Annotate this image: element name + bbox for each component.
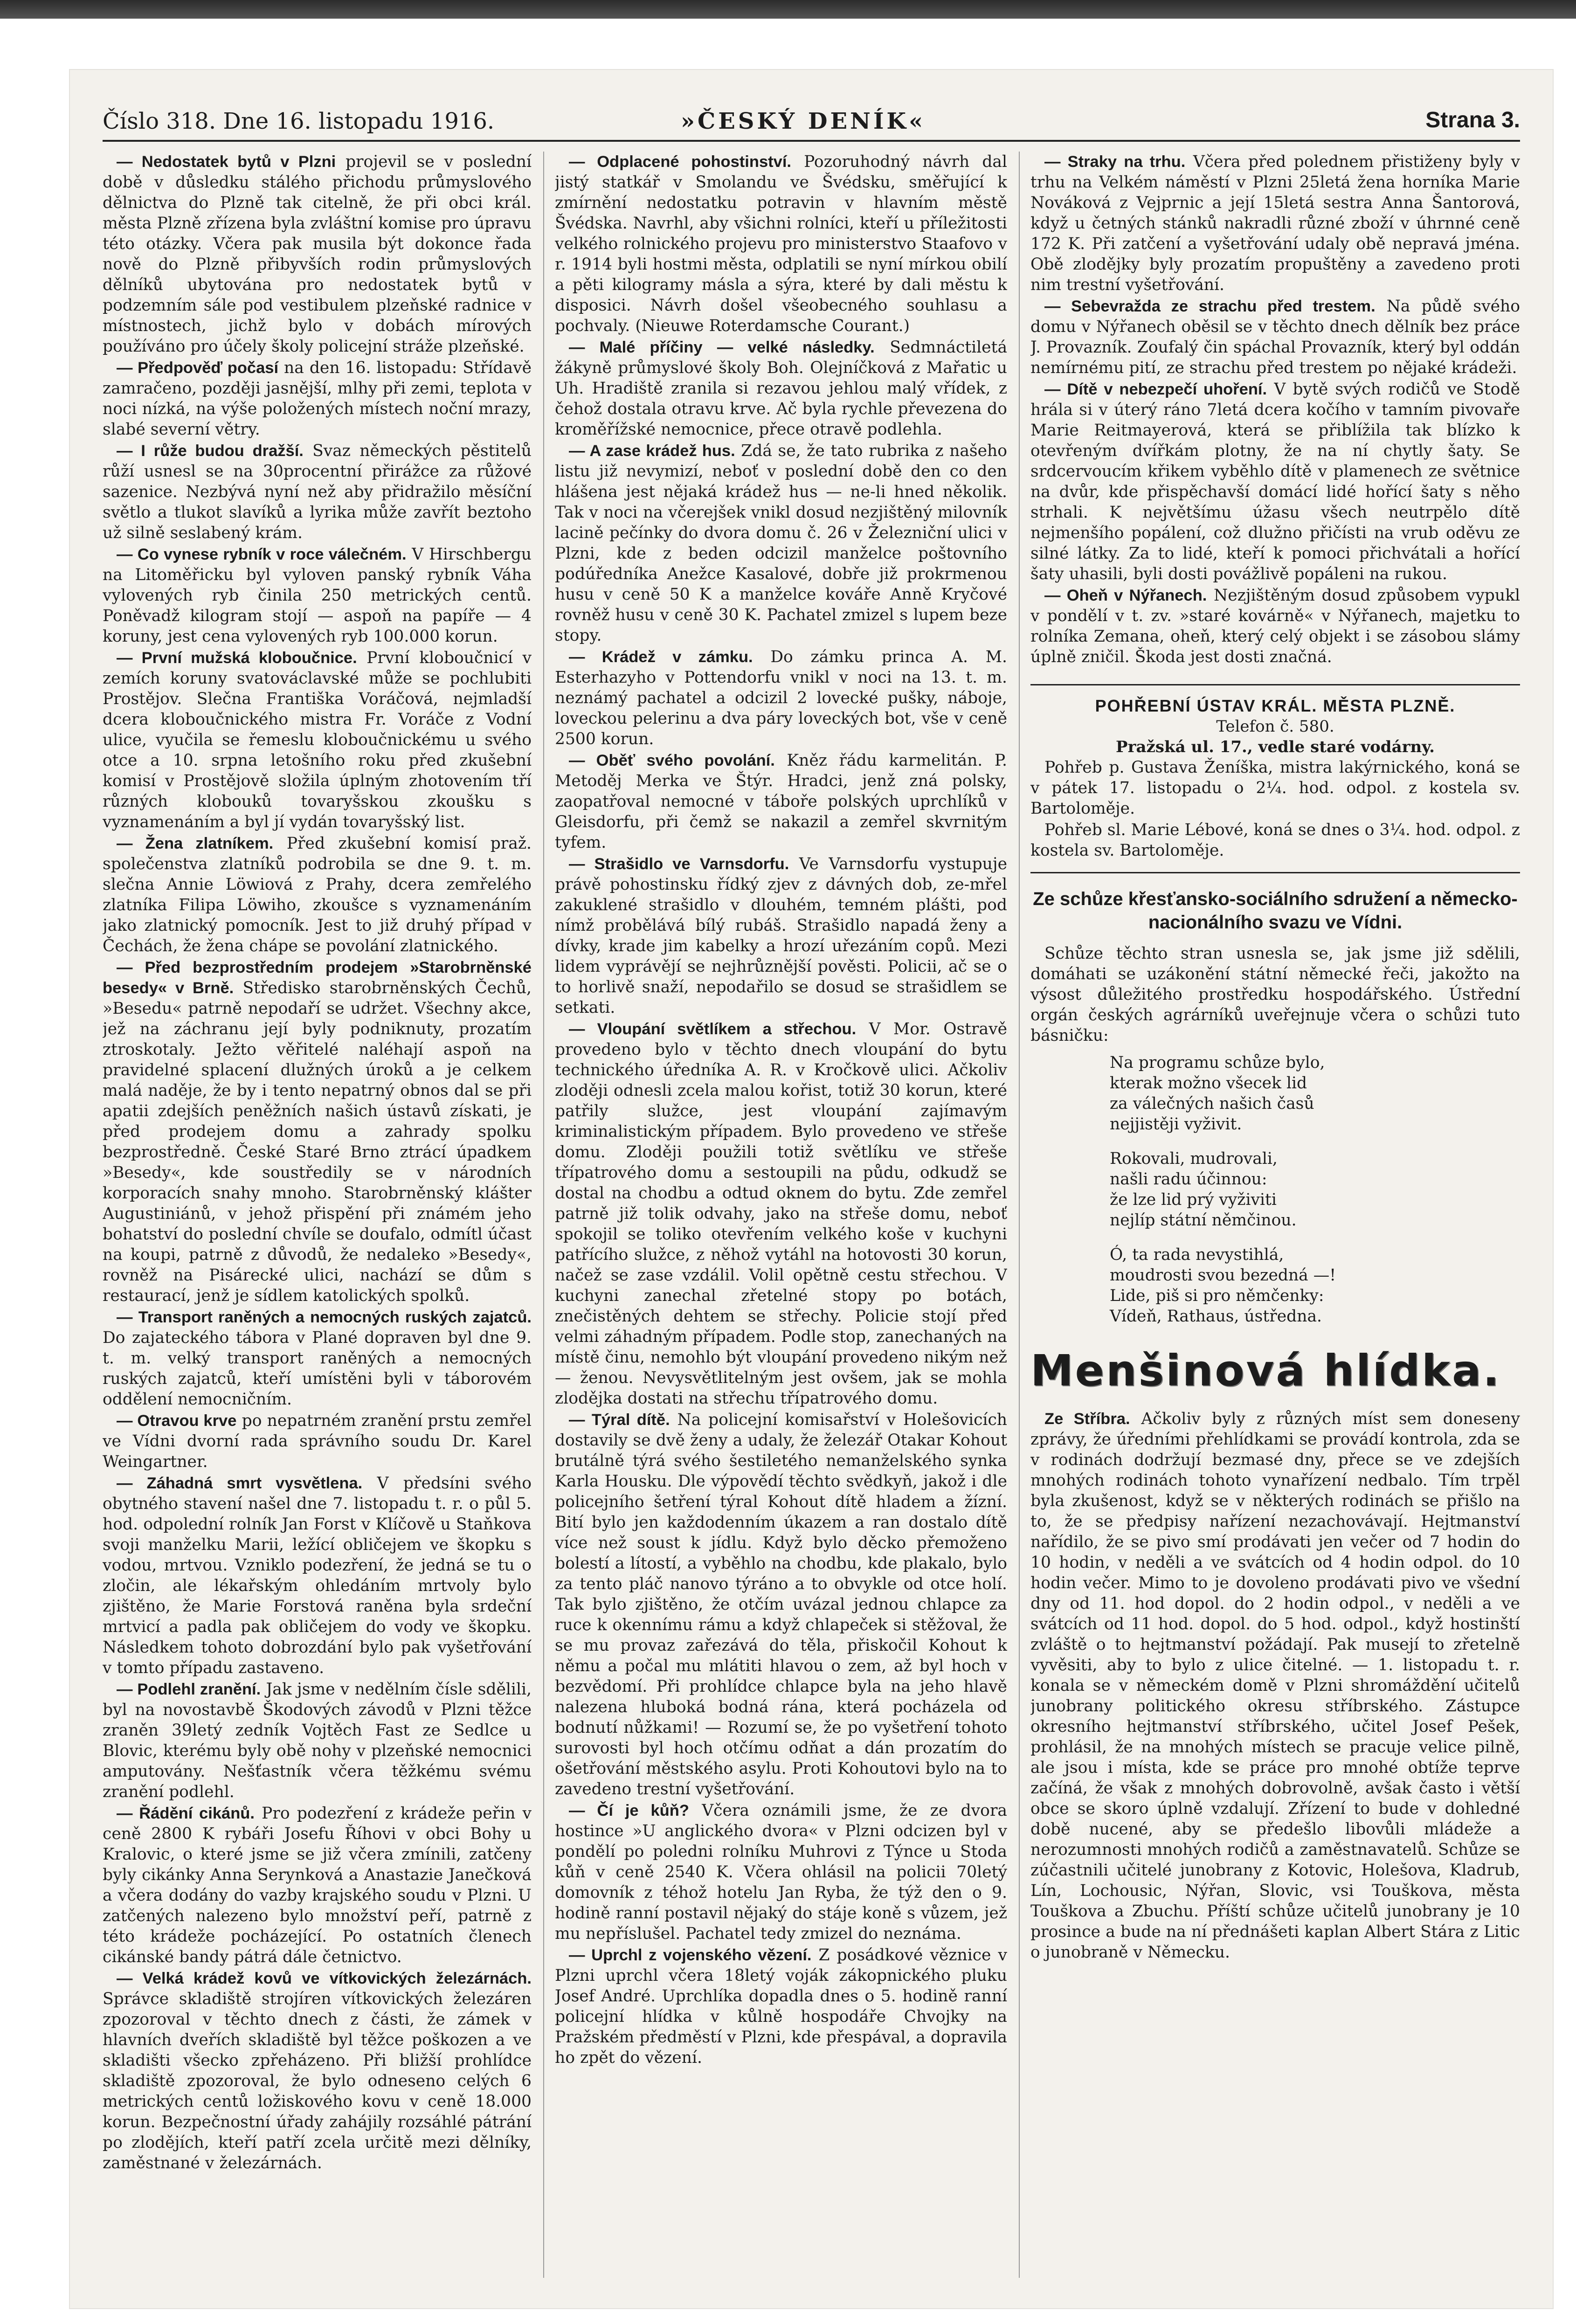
article-text: Včera před polednem přistiženy byly v trhu na Velkém náměstí v Plzni 25letá žena horníka Marie Nováková z Vejprnic a její 15letá sestra Anna Šantorová, když u četných stánků nakradli různé zboží v úhrnné ceně 172 K. Při zatčení a vyšetřování udaly obě nepravá jména. Obě zlodějky byly prozatím propuštěny a zavedeno proti nim trestní vyšetřování. <box>1030 152 1520 294</box>
article <box>1030 152 1520 295</box>
poem-line: Rokovali, mudrovali, <box>1110 1149 1278 1168</box>
article <box>103 1968 532 2173</box>
stanza-gap <box>1110 1134 1520 1148</box>
article-headline: — Transport raněných a nemocných ruských zajatců. <box>117 1308 532 1326</box>
article <box>103 358 532 440</box>
article-text: Před zkušební komisí praž. společenstva zlatníků podrobila se dne 9. t. m. slečna Annie Löwiová z Prahy, dcera zemřelého zlatníka Filipa Löwiho, zkoušce s vyznamenáním jako zlatnický pomocník. Jest to již druhý případ v Čechách, že žena chápe se povolání zlatnického. <box>103 834 532 955</box>
article <box>555 1945 1007 2068</box>
article-headline: — První mužská kloboučnice. <box>117 649 357 667</box>
article-text: V Hirschbergu na Litoměřicku byl vyloven panský rybník Váha vylovených ryb činila 250 metrických centů. Poněvadž kilogram stojí — aspoň na papíře — 4 koruny, jest cena vylovených ryb 100.000 korun. <box>103 545 532 646</box>
article-text: projevil se v poslední době v důsledku stálého přichodu průmyslového dělnictva do Plzně tak citelně, že při obci král. města Plzně zřízena byla zvláštní komise pro úpravu této otázky. Včera pak musila být dokonce řada nově do Plzně přibyvších rodin průmyslových dělníků ubytována pro nedostatek bytů v podzemním sále pod vestibulem plzeňské radnice v místnostech, jichž bylo v dobách mírových používáno pro účely školy policejní stráže plzeňské. <box>103 152 532 356</box>
article-text: V Mor. Ostravě provedeno bylo v těchto dnech vloupání do bytu technického úředníka A. R. v Kročkově ulici. Ačkoliv zloději odnesli zcela malou kořist, totiž 30 korun, které patřily služce, jest vloupání zajímavým kriminalistickým případem. Bylo provedeno ve střeše domu. Zloději použili totiž světlíku ve střeše třípatrového domu a sestoupili na půdu, odkudž se dostal na chodbu a odtud oknem do bytu. Zde zemřel patrně již tolik odvahy, jako na střeše domu, neboť spokojil se toliko otevřením velkého koše v kuchyni patřícího služce, z něhož vytáhl na hotovosti 30 korun, načež se zase vzdálil. Volil opětně cestu střechou. V kuchyni zanechal zřetelné stopy po botách, znečistěných dehtem se střechy. Policie stojí před velmi záhadným případem. Podle stop, zanechaných na místě činu, nemohlo být vloupání provedeno nikým než — ženou. Nevysvětlitelným jest ovšem, jak se mohla zlodějka dostati na střechu třípatrového domu. <box>555 1020 1007 1408</box>
article <box>103 833 532 956</box>
article <box>555 337 1007 440</box>
article <box>103 1803 532 1967</box>
article <box>555 750 1007 853</box>
article-text: Včera oznámili jsme, že ze dvora hostince »U anglického dvora« v Plzni odcizen byl v pondělí po poledni rolníku Muhrovi z Týnce u Stoda kůň v ceně 2540 K. Včera ohlásil na policii 70letý domovník z téhož hotelu Jan Ryba, že týž den o 9. hodině ranní postavil nějaký do stáje koně s vůzem, jež mu nepříslušel. Pachatel tedy zmizel do neznáma. <box>555 1801 1007 1943</box>
article <box>555 1800 1007 1944</box>
funeral-notice-address: Pražská ul. 17., vedle staré vodárny. <box>1116 738 1435 756</box>
vienna-article-intro: Schůze těchto stran usnesla se, jak jsme již sdělili, domáhati se uzákonění státní německé řeči, jakožto na výsost důležitého prostředku hospodářského. Ústřední orgán českých agrárníků uveřejnuje včera o schůzi tuto básničku: <box>1030 944 1520 1045</box>
stanza-gap <box>1110 1231 1520 1245</box>
article-headline: — Straky na trhu. <box>1044 153 1186 171</box>
article <box>103 648 532 832</box>
article-headline: — Velká krádež kovů ve vítkovických železárnách. <box>117 1970 532 1987</box>
article-headline: — Před bezprostředním prodejem »Starobrněnské besedy« v Brně. <box>103 959 532 997</box>
article <box>103 441 532 543</box>
poem-line: že lze lid prý vyživiti <box>1110 1190 1277 1209</box>
poem-line: našli radu účinnou: <box>1110 1170 1267 1189</box>
article-text: Středisko starobrněnských Čechů, »Besedu« patrně nepodaří se udržet. Všechny akce, jež na záchranu její byly podniknuty, prozatím ztroskotaly. Ježto věřitelé naléhají aspoň na pravidelné splacení dlužných úroků a je celkem malá naděje, že by i tento nepatrný obnos dal se při apatii zdejších peněžních našich ústavů získati, je před prodejem domu a zahrady spolku bezprostředně. České Staré Brno ztrácí úpadkem »Besedy«, kde soustředily se v národních korporacích snahy mnoho. Starobrněnský klášter Augustiniánů, v jehož přispění při známém jeho bohatství do poslední chvíle se doufalo, odmítl účast na koupi, patrně z důvodů, že nedaleko »Besedy«, rovněž na Pisárecké ulici, nachází se dům s restaurací, jenž je sídlem katolických spolků. <box>103 979 532 1305</box>
funeral-item: Pohřeb p. Gustava Ženíška, mistra lakýrnického, koná se v pátek 17. listopadu o 2¼. hod. odpol. z kostela sv. Bartoloměje. <box>1030 758 1520 818</box>
article-headline: — Týral dítě. <box>569 1411 670 1429</box>
article-headline: — Čí je kůň? <box>569 1802 689 1819</box>
article-text: Ačkoliv byly z různých míst sem doneseny zprávy, že úředními přehlídkami se provádí kontrola, zda se v rodinách dodržují bezmasé dny, přece se ve zdejších mnohých rodinách tohoto vynařízení nedbalo. Tím trpěl byla zkušenost, když se v některých rodinách se přišlo na to, že se předpisy nařízení nezachovávají. Hejtmanství nařídilo, že se pivo smí prodávati jen večer od 7 hodin do 10 hodin, v neděli a ve svátcích od 4 hodin odpol. do 10 hodin večer. Mimo to je dovoleno prodávati pivo ve všední dny od 11. hod dopol. do 2 hodin odpol., v neděli a ve svátcích od 11 hod. dopol. do 5 hod. odpol., když hostinští zvláště o to hejtmanství požádají. Pak musejí to zřetelně vyvěsiti, aby to bylo z ulice čitelné. — 1. listopadu t. r. konala se v německém domě v Plzni shromáždění učitelů junobrany politického okresu stříbrského. Zástupce okresního hejtmanství stříbrského, učitel Josef Pešek, prohlásil, že na mnohých místech se pracuje velice pilně, ale jsou i místa, kde se práce pro mnohé obtíže teprve začíná, že však z mnohých dobrovolně, avšak často i větší obce se skoro úplně vzdalují. Zřízení to bude v dohledné době nucené, aby se předešlo libovůli mládeže a nerozumnosti mnohých rodičů a zaměstnavatelů. Schůze se zúčastnili učitelé junobrany z Kotovic, Holešova, Kladrub, Lín, Lochousic, Nýřan, Slovic, vsi Touškova, města Touškova a Zbuchu. Příští schůze učitelů junobrany je 10 prosince a bude na ní přednášeti kaplan Albert Stára z Litic o junobraně v Německu. <box>1030 1410 1520 1962</box>
section-title-minority-watch: Menšinová hlídka. <box>1030 1346 1501 1396</box>
article-headline: — Sebevražda ze strachu před trestem. <box>1044 297 1376 315</box>
article-headline: — Malé příčiny — velké následky. <box>569 339 875 356</box>
article-text: Do zajateckého tábora v Plané dopraven byl dne 9. t. m. velký transport raněných a nemocných ruských zajatců, kteří umístěni byli v táborovém oddělení nemocničním. <box>103 1328 532 1409</box>
poem-line: Ó, ta rada nevystihlá, <box>1110 1245 1284 1264</box>
article <box>1030 379 1520 584</box>
article-text: Zdá se, že tato rubrika z našeho listu již nevymizí, neboť v poslední době den co den hlášena jest nějaká krádež hus — ne-li hned několik. Tak v noci na včerejšek vnikl dosud nezjištěný milovník lacině pečínky do dvora domu č. 26 v Železniční ulici v Plzni, kde z beden odcizil manželce poštovního podúředníka Anežce Kasalové, dobře již prokrmenou husu v ceně 50 K a manželce kováře Anně Kryčové rovněž husu v ceně 30 K. Pachatel zmizel s lupem beze stopy. <box>555 442 1007 645</box>
funeral-notice <box>1030 684 1520 873</box>
article-headline: — Otravou krve <box>117 1412 237 1430</box>
article <box>555 1019 1007 1409</box>
article-headline: — Oheň v Nýřanech. <box>1044 587 1207 604</box>
article-text: Do zámku princa A. M. Esterhazyho v Pottendorfu vnikl v noci na 13. t. m. neznámý pachatel a odcizil 2 lovecké pušky, náboje, loveckou pelerinu a dva páry loveckých bot, vše v ceně 2500 korun. <box>555 648 1007 748</box>
column-3 <box>1030 152 1520 2278</box>
article <box>103 1307 532 1410</box>
article <box>1030 585 1520 667</box>
article <box>555 647 1007 749</box>
article-headline: — Strašidlo ve Varnsdorfu. <box>569 855 789 873</box>
article-text: Pro podezření z krádeže peřin v ceně 2800 K rybáři Josefu Říhovi v obci Bohy u Kralovic, o které jsme se již včera zmínili, zatčeny byly cikánky Anna Serynková a Anastazie Janečková a včera dodány do vazby krajského soudu v Plzni. U zatčených nalezeno bylo množství peří, patrně z této krádeže pocházející. Po ostatních členech cikánské bandy pátrá dále četnictvo. <box>103 1804 532 1966</box>
article-headline: — Předpověď počasí <box>117 359 279 377</box>
article-headline: — Vloupání světlíkem a střechou. <box>569 1020 857 1038</box>
article-text: Na policejní komisařství v Holešovicích dostavily se dvě ženy a udaly, že železář Otakar Kohout brutálně týrá svého šestiletého nemanželského synka Karla Housku. Dle výpovědí těchto svědkyň, jakož i dle policejního šetření týral Kohout dítě hladem a žízní. Bití bylo jen každodenním úkazem a ran dostalo dítě více než soust k jídlu. Když bylo děcko přemoženo bolestí a lítostí, a vyběhlo na chodbu, kde plakalo, bylo za tento pláč nanovo týráno a to obvykle od otce holí. Tak bylo zjištěno, že otčím uvázal jednou chlapce za ruce k okennímu rámu a když chlapeček si stěžoval, že se mu provaz zařezává do těla, přiskočil Kohout k němu a počal mu mlátiti hlavou o zem, až byl hoch v bezvědomí. Při prohlídce chlapce byla na jeho hlavě nalezena hluboká bodná rána, která pocházela od bodnutí nůžkami! — Rozumí se, že po vyšetření tohoto surovosti byl hoch otčímu odňat a dán prozatím do ošetřování městského asylu. Proti Kohoutovi bylo na to zavedeno trestní vyšetřování. <box>555 1411 1007 1798</box>
article-headline: — Krádež v zámku. <box>569 648 753 666</box>
article-text: Na půdě svého domu v Nýřanech oběsil se v těchto dnech dělník bez práce J. Provazník. Zoufalý čin spáchal Provazník, který byl oddán nemírnému pití, ze strachu před trestem po nějaké krádeži. <box>1030 297 1520 377</box>
page-header <box>103 103 1520 142</box>
poem-line: nejjistěji vyživit. <box>1110 1115 1242 1134</box>
article-headline: — Žena zlatníkem. <box>117 835 274 852</box>
poem <box>1110 1052 1520 1327</box>
poem-line: Na programu schůze bylo, <box>1110 1053 1325 1072</box>
article-text: V bytě svých rodičů ve Stodě hrála si v úterý ráno 7letá dcera kočího v tamním pivovaře Marie Reitmayerová, která se přiblížila tak blízko k otevřeným dvířkám plotny, že na ní chytly šaty. Se srdcervoucím křikem vyběhlo dítě v plamenech ze světnice na dvůr, kde přispěchavší domácí lidé hořící šaty s něho strhali. K největšímu úžasu všech neutrpělo dítě nejmenšího popálení, což dlužno přičísti na vrub oděvu ze silné látky. Za to lidé, kteří k pomoci přichvátali a hořící šaty uhasili, byli dosti povážlivě popáleni na rukou. <box>1030 380 1520 583</box>
article-headline: — A zase krádež hus. <box>569 442 735 460</box>
article-headline: — Podlehl zranění. <box>117 1681 261 1698</box>
article <box>555 1410 1007 1799</box>
poem-line: moudrosti svou bezedná —! <box>1110 1266 1336 1285</box>
article <box>103 957 532 1306</box>
article-text: Správce skladiště strojíren vítkovických železáren zpozoroval v těchto dnech z části, že zámek v hlavních dveřích skladiště byl těžce poškozen a ve skladišti všecko zpřeházeno. Při bližší prohlídce skladiště zpozoroval, že bylo odneseno celých 6 metrických centů ložiskového kovu v ceně 18.000 korun. Bezpečnostní úřady zahájily rozsáhlé pátrání po zlodějích, kteří patří zcela určitě mezi dělníky, zaměstnané v železárnách. <box>103 1990 532 2172</box>
poem-line: Lide, piš si pro němčenky: <box>1110 1286 1324 1305</box>
article-headline: — Záhadná smrt vysvětlena. <box>117 1474 363 1492</box>
article <box>1030 1409 1520 1963</box>
column-2 <box>555 152 1007 2278</box>
article-headline: Ze Stříbra. <box>1044 1410 1130 1428</box>
article <box>1030 296 1520 378</box>
article-text: Nezjištěným dosud způsobem vypukl v pondělí v t. zv. »staré kovárně« v Nýřanech, majetku to rolníka Zemana, oheň, který celý objekt i se zásobou slámy úplně zničil. Škoda jest dosti značná. <box>1030 586 1520 666</box>
article-headline: — Řádění cikánů. <box>117 1805 255 1822</box>
article-text: Svaz německých pěstitelů růží usnesl se na 30procentní přirážce za růžové sazenice. Nezbývá nyní než aby přidražilo měsíční světlo a tlukot slavíků a lyrika může zavřít beztoho už silně seslabený krám. <box>103 442 532 542</box>
article <box>103 1411 532 1472</box>
article <box>555 441 1007 646</box>
column-1 <box>103 152 532 2278</box>
poem-line: nejlíp státní němčinou. <box>1110 1211 1297 1230</box>
article <box>555 152 1007 336</box>
article-headline: — Odplacené pohostinství. <box>569 153 791 171</box>
article-headline: — Dítě v nebezpečí uhoření. <box>1044 380 1267 398</box>
article <box>103 1473 532 1678</box>
article-text: Pozoruhodný návrh dal jistý statkář v Smolandu ve Švédsku, směřující k zmírnění nedostatku potravin v hlavním městě Švédska. Navrhl, aby všichni rolníci, kteří u příležitosti velkého rolnického projevu pro ministerstvo Staafovo v r. 1914 byli hostmi města, odplatili se nyní mírkou obilí a pěti kilogramy másla a sýra, které by dali městu k disposici. Návrh došel všeobecného souhlasu a pochvaly. (Nieuwe Roterdamsche Courant.) <box>555 152 1007 335</box>
article-headline: — Uprchl z vojenského vězení. <box>569 1946 812 1964</box>
article-headline: — I růže budou dražší. <box>117 442 304 460</box>
funeral-notice-title: POHŘEBNÍ ÚSTAV KRÁL. MĚSTA PLZNĚ. <box>1095 696 1456 715</box>
article-text: Sedmnáctiletá žákyně průmyslové školy Boh. Olejníčková z Mařatic u Uh. Hradiště zranila si rezavou jehlou malý vřídek, z čehož dostala otravu krve. Ač byla rychle převezena do kroměřížské nemocnice, přece otravě podlehla. <box>555 338 1007 439</box>
poem-line: Vídeň, Rathaus, ústředna. <box>1110 1307 1322 1326</box>
column-rule <box>543 152 544 2278</box>
article-text: na den 16. listopadu: Střídavě zamračeno, později jasnější, mlhy při zemi, teplota v noci nízká, na výše položených místech noční mrazy, slabé severní větry. <box>103 359 532 439</box>
article-text: První kloboučnicí v zemích koruny svatováclavské může se pochlubiti Prostějov. Slečna Františka Voráčová, nejmladší dcera kloboučnického mistra Fr. Voráče z Vodní ulice, vyučila se řemeslu kloboučnickému u svého otce a 10. srpna letošního roku před zkušební komisí v Prostějově složila úplným zhotovením tří různých klobouků tovaryšskou zkoušku s vyznamenáním a byl jí vydán tovaryšský list. <box>103 649 532 831</box>
article-headline: — Nedostatek bytů v Plzni <box>117 153 336 171</box>
article-text: Kněz řádu karmelitán. P. Metoděj Merka ve Štýr. Hradci, jenž zná polsky, zaopatřoval nemocné v táboře polských uprchlíků v Gleisdorfu, při čemž se nakazil a zemřel skvrnitým tyfem. <box>555 751 1007 852</box>
newspaper-page <box>70 70 1553 2308</box>
article <box>555 854 1007 1018</box>
funeral-item: Pohřeb sl. Marie Lébové, koná se dnes o 3¼. hod. odpol. z kostela sv. Bartoloměje. <box>1030 821 1520 860</box>
vienna-article-title: Ze schůze křesťansko-sociálního sdružení a německo-nacionálního svazu ve Vídni. <box>1033 889 1518 933</box>
article-text: Ve Varnsdorfu vystupuje právě pohostinsku řídký zjev z dávných dob, ze-mřel zakuklené strašidlo v dlouhém, temném plášti, pod nímž probělává bílý rubáš. Strašidlo napadá ženy a dívky, krade jim kabelky a hrozí uřezáním copů. Mezi lidem vyprávějí se nejhrůznější pověsti. Policii, ač se o to horlivě snaží, nepodařilo se dosud se strašidlem se setkati. <box>555 855 1007 1017</box>
article <box>103 1679 532 1802</box>
article-headline: — Oběť svého povolání. <box>569 752 775 769</box>
article-text: Jak jsme v nedělním čísle sdělili, byl na novostavbě Škodových závodů v Plzni těžce zraněn 39letý zedník Vojtěch Fast ze Sedlce u Blovic, kterému byly obě nohy v plzeňské nemocnici amputovány. Nešťastník včera těžkému svému zranění podlehl. <box>103 1680 532 1801</box>
article-text: Z posádkové věznice v Plzni uprchl včera 18letý voják zákopnického pluku Josef André. Uprchlíka dopadla dnes o 5. hodině ranní policejní hlídka v kůlně hospodáře Chvojky na Pražském předměstí v Plzni, kde přespával, a dopravila ho zpět do vězení. <box>555 1946 1007 2067</box>
article-text: po nepatrném zranění prstu zemřel ve Vídni dvorní rada správního soudu Dr. Karel Weingartner. <box>103 1411 532 1471</box>
masthead: »ČESKÝ DENÍK« <box>681 108 926 134</box>
article-text: V předsíni svého obytného stavení našel dne 7. listopadu t. r. o půl 5. hod. odpolední rolník Jan Forst v Klíčově u Staňkova svoji manželku Marii, ležící obličejem ve škopku s vodou, mrtvou. Vzniklo podezření, že jedná se tu o zločin, ale lékařským ohledáním mrtvoly bylo zjištěno, že Marie Forstová raněna byla srdeční mrtvicí a padla pak obličejem do vody ve škopku. Následkem tohoto dobrozdání bylo pak vyšetřování v tomto případu zastaveno. <box>103 1474 532 1677</box>
scan-edge <box>0 0 1576 19</box>
page-number: Strana 3. <box>1425 108 1520 132</box>
poem-line: za válečných našich časů <box>1110 1094 1314 1113</box>
funeral-notice-phone: Telefon č. 580. <box>1216 717 1334 736</box>
article <box>103 544 532 647</box>
issue-date: Číslo 318. Dne 16. listopadu 1916. <box>103 108 495 134</box>
column-rule <box>1019 152 1020 2278</box>
article <box>103 152 532 357</box>
article-headline: — Co vynese rybník v roce válečném. <box>117 546 407 563</box>
poem-line: kterak možno všecek lid <box>1110 1074 1307 1093</box>
